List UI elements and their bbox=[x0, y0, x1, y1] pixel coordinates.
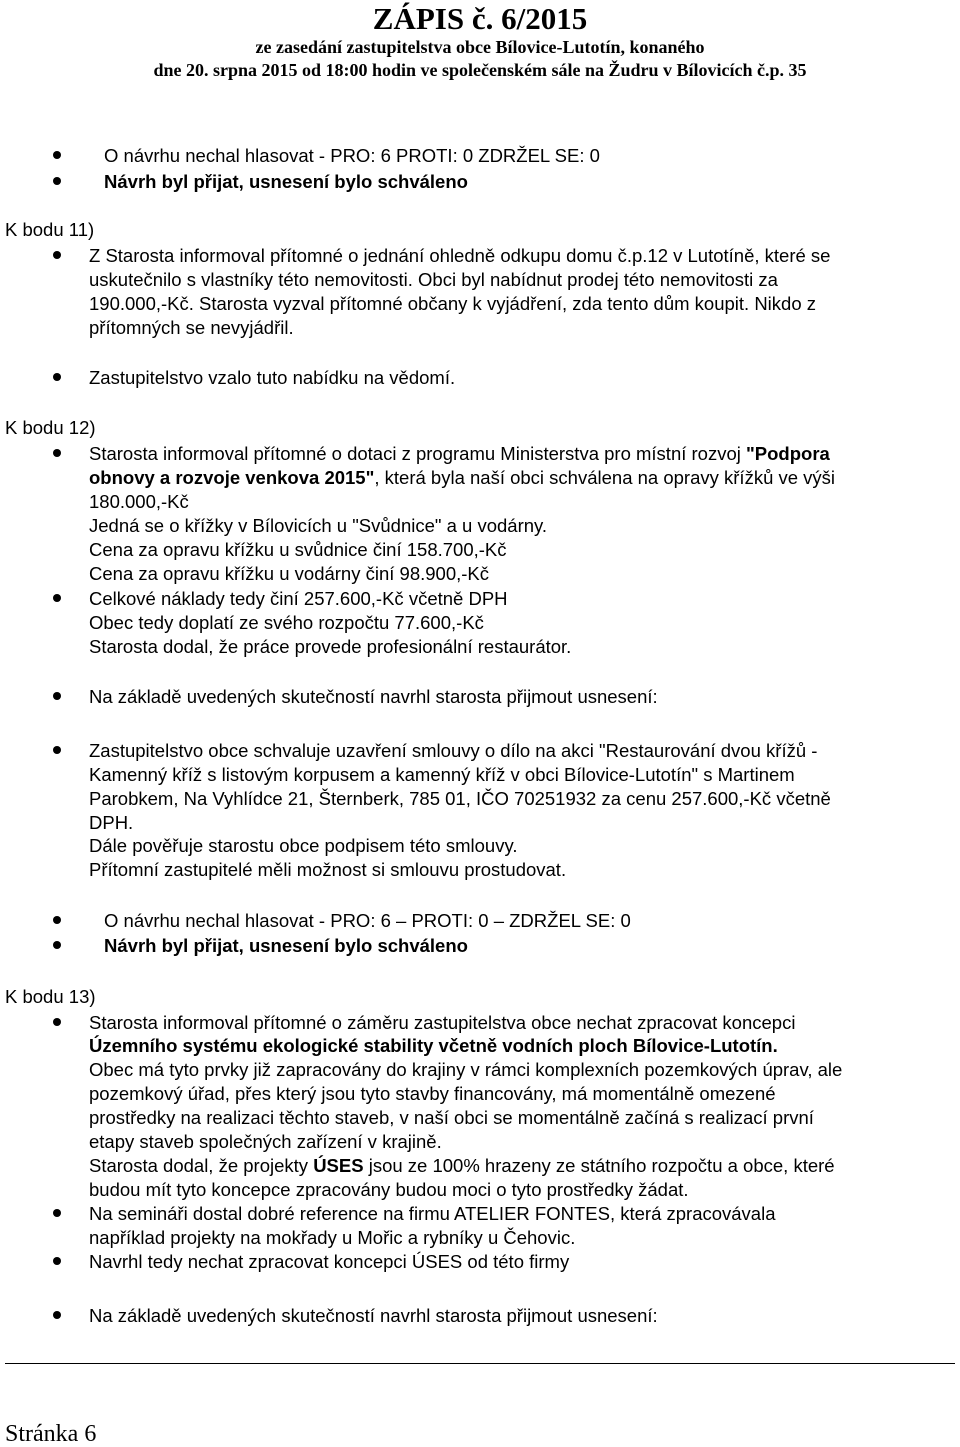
paragraph-line: Na základě uvedených skutečností navrhl starosta přijmout usnesení: bbox=[89, 1305, 658, 1326]
paragraph-line: Cena za opravu křížku u svůdnice činí 158.700,-Kč bbox=[89, 539, 507, 560]
paragraph-line: budou mít tyto koncepce zpracovány budou moci o tyto prostředky žádat. bbox=[89, 1179, 689, 1200]
vote-line: O návrhu nechal hlasovat - PRO: 6 PROTI: 0 ZDRŽEL SE: 0 bbox=[104, 145, 600, 166]
bullet-icon bbox=[53, 1257, 61, 1265]
bold-span: ÚSES bbox=[313, 1155, 364, 1176]
paragraph-line: Obec má tyto prvky již zapracovány do krajiny v rámci komplexních pozemkových úprav, ale bbox=[89, 1059, 843, 1080]
bold-span: "Podpora bbox=[746, 443, 830, 464]
paragraph-line: například projekty na mokřady u Mořic a rybníky u Čehovic. bbox=[89, 1227, 576, 1248]
paragraph-line: prostředky na realizaci těchto staveb, v naší obci se momentálně začíná s realizací první bbox=[89, 1107, 814, 1128]
paragraph-line: 190.000,-Kč. Starosta vyzval přítomné občany k vyjádření, zda tento dům koupit. Nikdo z bbox=[89, 293, 817, 314]
bullet-icon bbox=[53, 746, 61, 754]
paragraph-line: Z Starosta informoval přítomné o jednání ohledně odkupu domu č.p.12 v Lutotíně, které se bbox=[89, 245, 831, 266]
header-line-1: ze zasedání zastupitelstva obce Bílovice-Lutotín, konaného bbox=[255, 37, 705, 57]
bullet-icon bbox=[53, 449, 61, 457]
header-line-2: dne 20. srpna 2015 od 18:00 hodin ve společenském sále na Žudru v Bílovicích č.p. 35 bbox=[153, 60, 807, 80]
paragraph-line bbox=[89, 442, 830, 465]
paragraph-line: Navrhl tedy nechat zpracovat koncepci ÚSES od této firmy bbox=[89, 1251, 570, 1272]
paragraph-line: přítomných se nevyjádřil. bbox=[89, 317, 294, 338]
paragraph-line: Územního systému ekologické stability včetně vodních ploch Bílovice-Lutotín. bbox=[89, 1035, 778, 1056]
paragraph-line: 180.000,-Kč bbox=[89, 491, 189, 512]
bullet-icon bbox=[53, 692, 61, 700]
text-span: , která byla naší obci schválena na opravy křížků ve výši bbox=[374, 467, 836, 488]
paragraph-line: DPH. bbox=[89, 812, 134, 833]
paragraph-line: Kamenný kříž s listovým korpusem a kamenný kříž v obci Bílovice-Lutotín" s Martinem bbox=[89, 764, 795, 785]
section-heading: K bodu 13) bbox=[5, 986, 96, 1007]
footer-divider bbox=[5, 1363, 955, 1364]
paragraph-line: Dále pověřuje starostu obce podpisem této smlouvy. bbox=[89, 835, 518, 856]
section-heading: K bodu 12) bbox=[5, 417, 96, 438]
paragraph-line: Celkové náklady tedy činí 257.600,-Kč včetně DPH bbox=[89, 588, 508, 609]
bullet-icon bbox=[53, 941, 61, 949]
section-heading: K bodu 11) bbox=[5, 219, 95, 240]
paragraph-line: Na semináři dostal dobré reference na firmu ATELIER FONTES, která zpracovávala bbox=[89, 1203, 776, 1224]
bullet-icon bbox=[53, 373, 61, 381]
bullet-icon bbox=[53, 177, 61, 185]
document-title: ZÁPIS č. 6/2015 bbox=[372, 1, 588, 36]
paragraph-line: uskutečnilo s vlastníky této nemovitosti. Obci byl nabídnut prodej této nemovitosti za bbox=[89, 269, 778, 290]
page-number: Stránka 6 bbox=[5, 1421, 97, 1447]
paragraph-line bbox=[89, 466, 835, 489]
bullet-icon bbox=[53, 594, 61, 602]
paragraph-line: Starosta dodal, že práce provede profesionální restaurátor. bbox=[89, 636, 572, 657]
paragraph-line: Obec tedy doplatí ze svého rozpočtu 77.600,-Kč bbox=[89, 612, 484, 633]
bullet-icon bbox=[53, 1311, 61, 1319]
paragraph-line: Na základě uvedených skutečností navrhl starosta přijmout usnesení: bbox=[89, 686, 658, 707]
paragraph-line: Jedná se o křížky v Bílovicích u "Svůdnice" a u vodárny. bbox=[89, 515, 548, 536]
bullet-icon bbox=[53, 1018, 61, 1026]
bullet-icon bbox=[53, 251, 61, 259]
document-header bbox=[0, 0, 960, 82]
text-span: Starosta informoval přítomné o dotaci z programu Ministerstva pro místní rozvoj bbox=[89, 443, 747, 464]
vote-line: O návrhu nechal hlasovat - PRO: 6 – PROTI: 0 – ZDRŽEL SE: 0 bbox=[104, 910, 631, 931]
paragraph-line: Zastupitelstvo vzalo tuto nabídku na vědomí. bbox=[89, 367, 456, 388]
bullet-icon bbox=[53, 151, 61, 159]
text-span: Starosta dodal, že projekty bbox=[89, 1155, 314, 1176]
bullet-icon bbox=[53, 916, 61, 924]
bold-span: obnovy a rozvoje venkova 2015" bbox=[89, 467, 375, 488]
result-line: Návrh byl přijat, usnesení bylo schváleno bbox=[104, 171, 468, 192]
paragraph-line: Starosta informoval přítomné o záměru zastupitelstva obce nechat zpracovat koncepci bbox=[89, 1012, 796, 1033]
paragraph-line: Cena za opravu křížku u vodárny činí 98.900,-Kč bbox=[89, 563, 490, 584]
result-line: Návrh byl přijat, usnesení bylo schváleno bbox=[104, 935, 468, 956]
bullet-icon bbox=[53, 1209, 61, 1217]
paragraph-line bbox=[89, 1154, 835, 1177]
paragraph-line: Přítomní zastupitelé měli možnost si smlouvu prostudovat. bbox=[89, 859, 567, 880]
paragraph-line: etapy staveb společných zařízení v krajině. bbox=[89, 1131, 442, 1152]
paragraph-line: Zastupitelstvo obce schvaluje uzavření smlouvy o dílo na akci "Restaurování dvou křížů - bbox=[89, 740, 818, 761]
text-span: jsou ze 100% hrazeny ze státního rozpočtu a obce, které bbox=[363, 1155, 835, 1176]
paragraph-line: pozemkový úřad, přes který jsou tyto stavby financovány, má momentálně omezené bbox=[89, 1083, 776, 1104]
paragraph-line: Parobkem, Na Vyhlídce 21, Šternberk, 785 01, IČO 70251932 za cenu 257.600,-Kč včetně bbox=[89, 788, 831, 809]
